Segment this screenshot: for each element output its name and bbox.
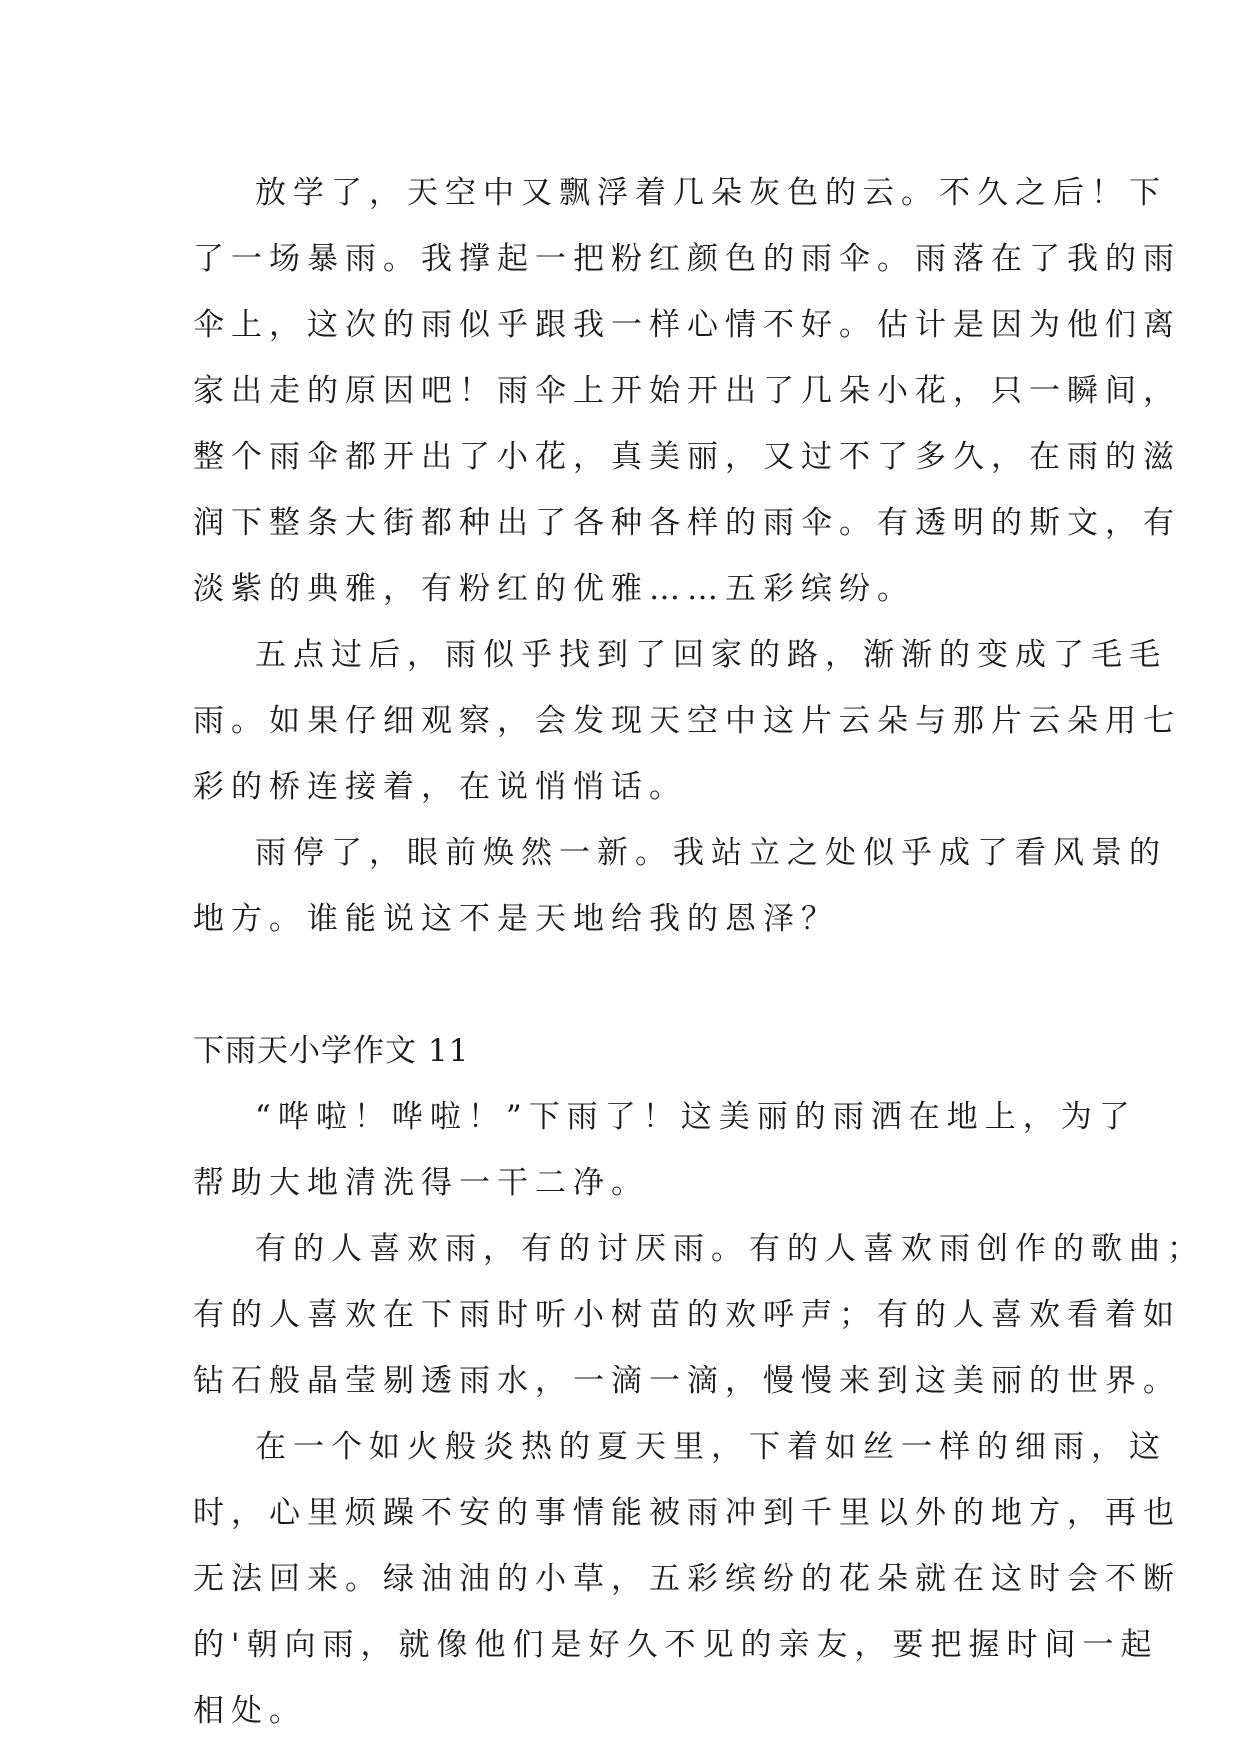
text-line: 雨停了，眼前焕然一新。我站立之处似乎成了看风景的 xyxy=(255,835,1167,871)
text-line: 无法回来。绿油油的小草，五彩缤纷的花朵就在这时会不断 xyxy=(193,1561,1181,1597)
text-line: 有的人喜欢在下雨时听小树苗的欢呼声；有的人喜欢看着如 xyxy=(193,1297,1181,1333)
text-line: 润下整条大街都种出了各种各样的雨伞。有透明的斯文，有 xyxy=(193,505,1181,541)
section-title: 下雨天小学作文 11 xyxy=(193,1033,470,1069)
paragraph xyxy=(193,820,1167,952)
paragraph xyxy=(193,160,1181,622)
text-line: 有的人喜欢雨，有的讨厌雨。有的人喜欢雨创作的歌曲； xyxy=(255,1231,1205,1267)
text-line: 时，心里烦躁不安的事情能被雨冲到千里以外的地方，再也 xyxy=(193,1495,1181,1531)
paragraph xyxy=(193,1216,1205,1414)
text-line: 帮助大地清洗得一干二净。 xyxy=(193,1165,649,1201)
text-line: “哗啦！哗啦！”下雨了！这美丽的雨洒在地上，为了 xyxy=(255,1099,1137,1135)
document-body xyxy=(193,160,1205,1744)
text-line: 相处。 xyxy=(193,1693,307,1729)
text-line: 淡紫的典雅，有粉红的优雅……五彩缤纷。 xyxy=(193,571,915,607)
text-line: 的'朝向雨，就像他们是好久不见的亲友，要把握时间一起 xyxy=(193,1627,1159,1663)
text-line: 雨。如果仔细观察，会发现天空中这片云朵与那片云朵用七 xyxy=(193,703,1181,739)
paragraph xyxy=(193,1414,1181,1744)
text-line: 放学了，天空中又飘浮着几朵灰色的云。不久之后！下 xyxy=(255,175,1167,211)
text-line: 了一场暴雨。我撑起一把粉红颜色的雨伞。雨落在了我的雨 xyxy=(193,241,1181,277)
text-line: 家出走的原因吧！雨伞上开始开出了几朵小花，只一瞬间， xyxy=(193,373,1181,409)
text-line: 钻石般晶莹剔透雨水，一滴一滴，慢慢来到这美丽的世界。 xyxy=(193,1363,1181,1399)
paragraph xyxy=(193,1084,1137,1216)
text-line: 五点过后，雨似乎找到了回家的路，渐渐的变成了毛毛 xyxy=(255,637,1167,673)
text-line: 整个雨伞都开出了小花，真美丽，又过不了多久，在雨的滋 xyxy=(193,439,1181,475)
text-line: 伞上，这次的雨似乎跟我一样心情不好。估计是因为他们离 xyxy=(193,307,1181,343)
text-line: 地方。谁能说这不是天地给我的恩泽？ xyxy=(193,901,839,937)
paragraph xyxy=(193,622,1181,820)
text-line: 彩的桥连接着，在说悄悄话。 xyxy=(193,769,687,805)
section-spacer xyxy=(193,952,1053,1018)
text-line: 在一个如火般炎热的夏天里，下着如丝一样的细雨，这 xyxy=(255,1429,1167,1465)
